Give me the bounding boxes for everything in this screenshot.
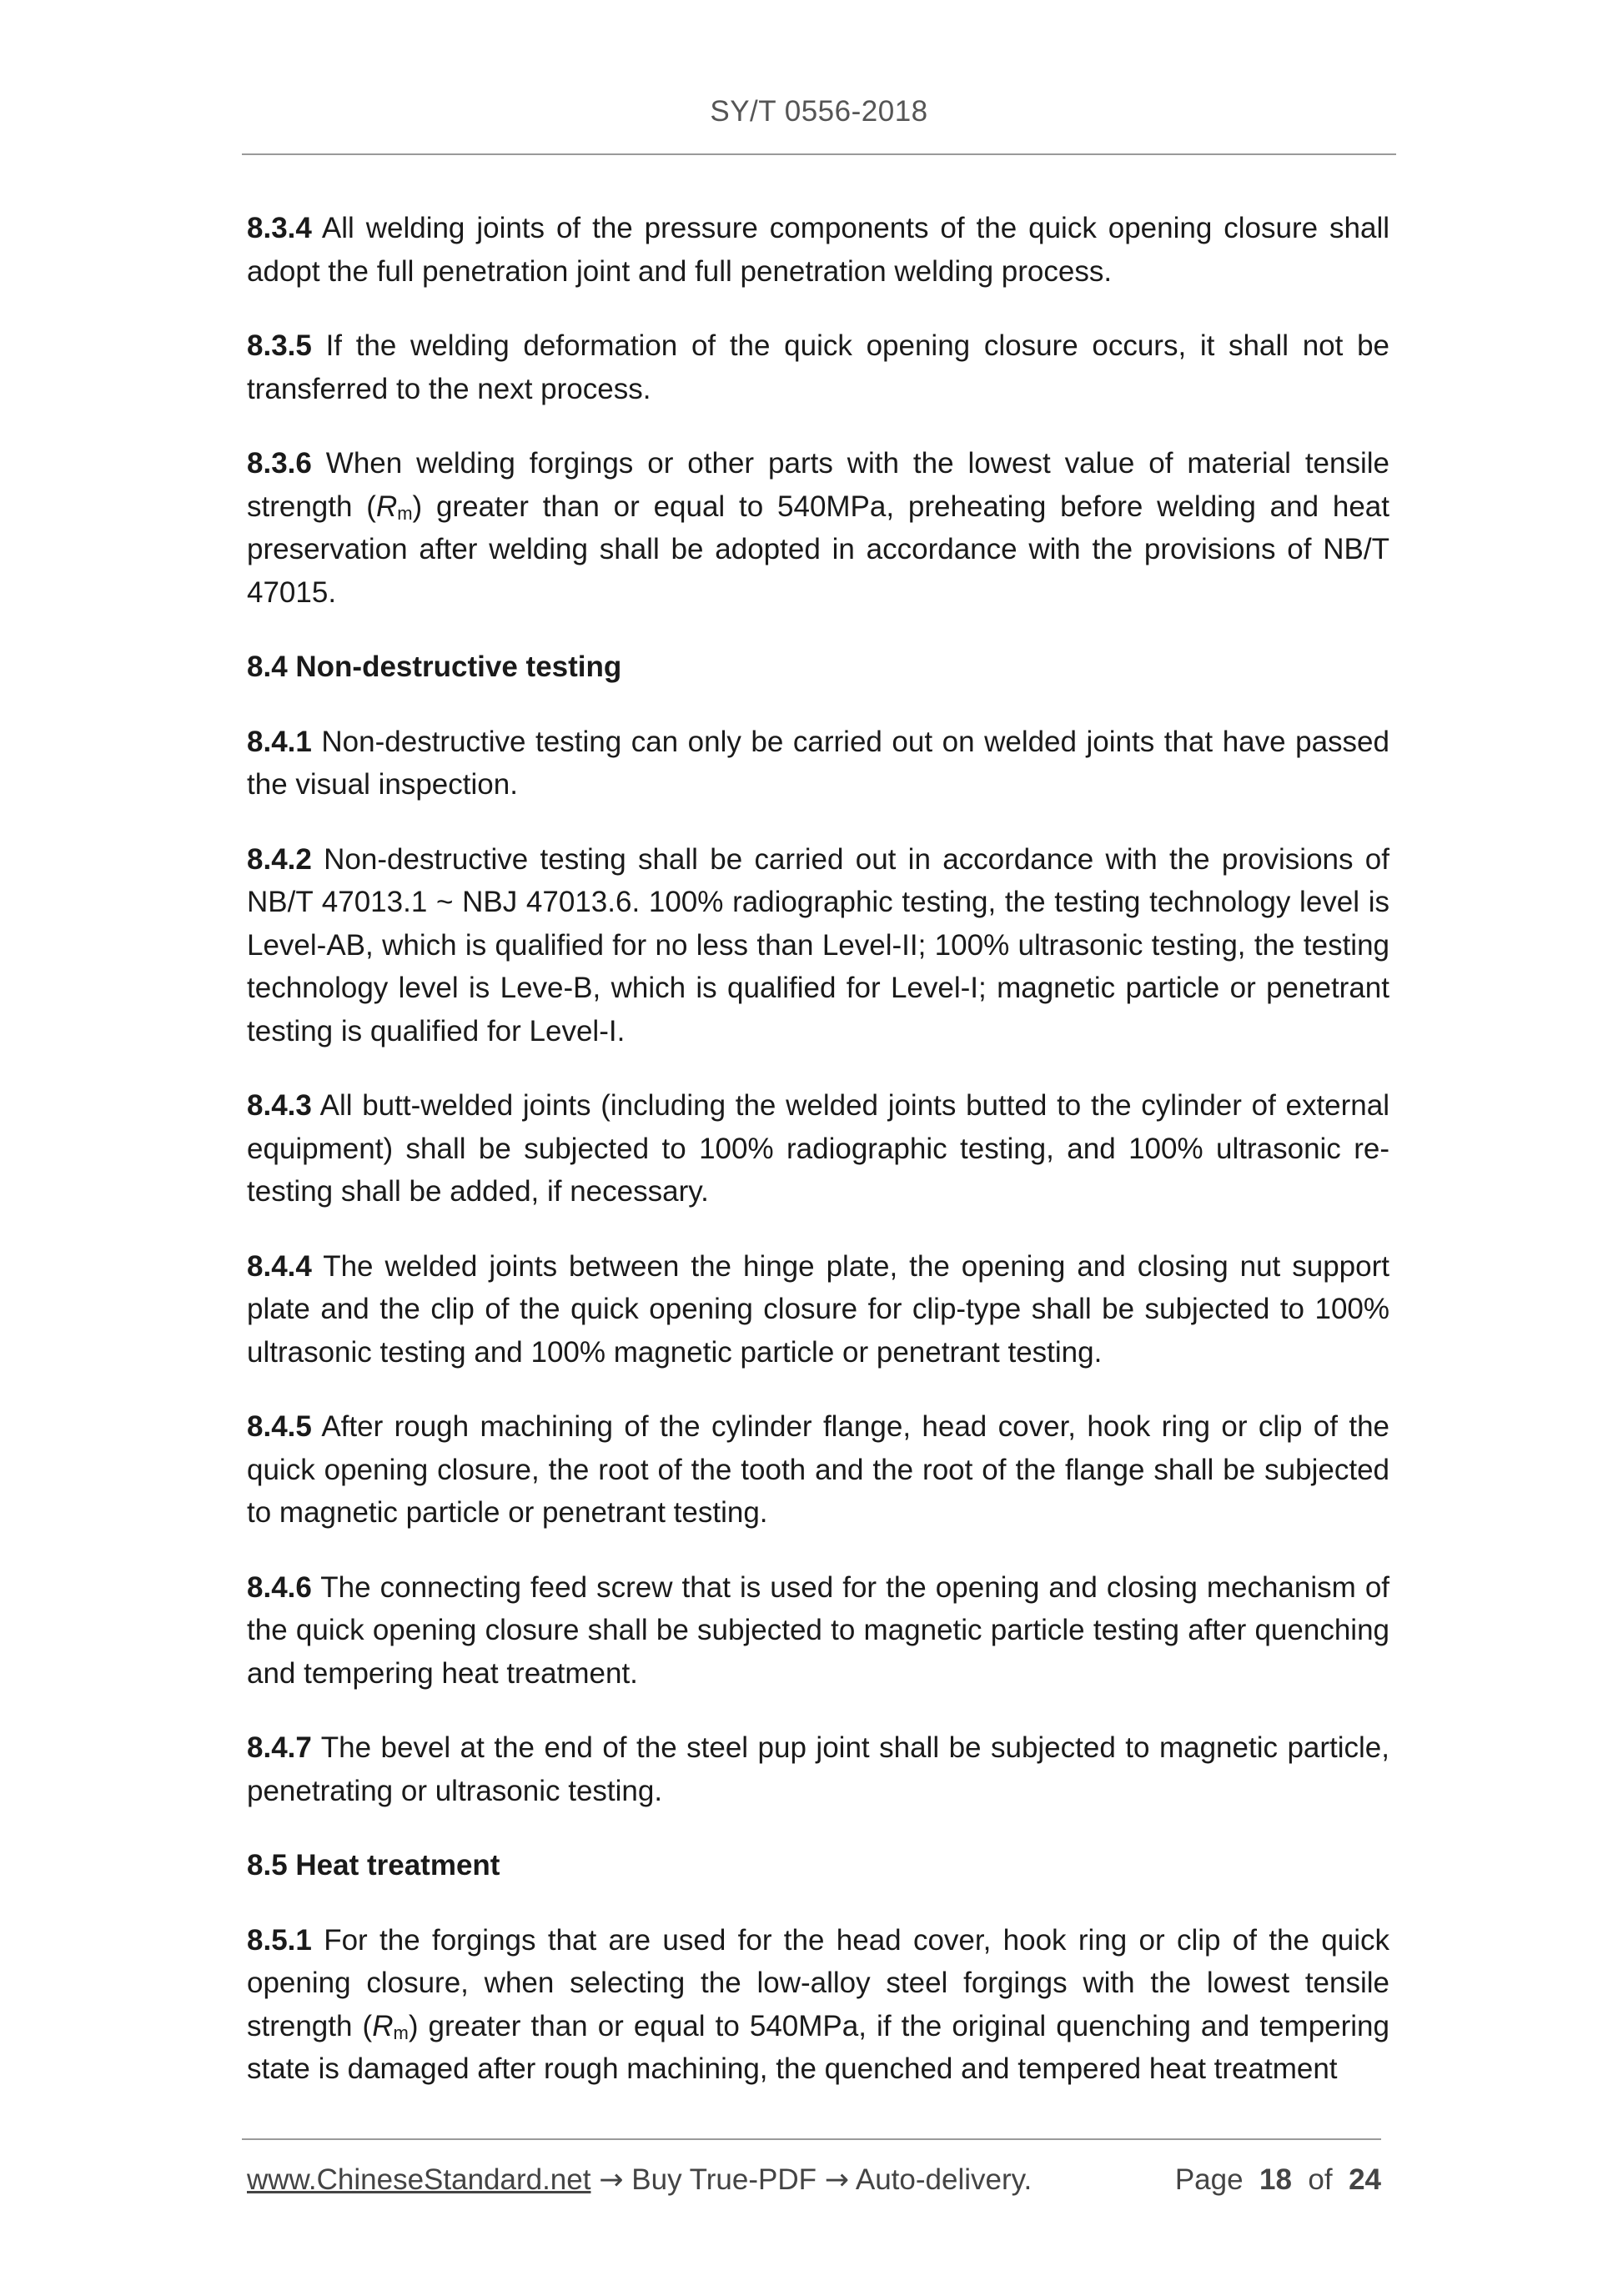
clause-number: 8.4.4 (247, 1249, 312, 1283)
clause-number: 8.3.5 (247, 329, 312, 362)
auto-delivery-text: Auto-delivery. (855, 2163, 1033, 2196)
clause-8-4-6 (247, 1566, 1389, 1696)
clause-8-3-6 (247, 442, 1389, 614)
header-divider (242, 153, 1396, 155)
clause-8-4-5 (247, 1405, 1389, 1535)
symbol-r: R (375, 490, 398, 523)
clause-text-cont: ) greater than or equal to 540MPa, if the original quenching and tempering state is damaged after rough machining, the quenched and tempered heat treatment (247, 2009, 1389, 2085)
clause-number: 8.4.5 (247, 1410, 312, 1443)
clause-8-4-4 (247, 1245, 1389, 1374)
clause-8-5-1 (247, 1919, 1389, 2091)
page-indicator (1175, 2163, 1381, 2197)
clause-text: The bevel at the end of the steel pup joint shall be subjected to magnetic particle, penetrating or ultrasonic testing. (247, 1731, 1390, 1807)
clause-text: All butt-welded joints (including the welded joints butted to the cylinder of external equipment) shall be subjected to 100% radiographic testing, and 100% ultrasonic re-testing shall be added, if necessary. (247, 1089, 1389, 1208)
clause-text: Non-destructive testing shall be carried out in accordance with the provisions of NB/T 47013.1 ~ NBJ 47013.6. 100% radiographic testing, the testing technology level is Level-AB, which is qualified for no less than Level-II; 100% ultrasonic testing, the testing technology level is Leve-B, which is qualified for Level-I; magnetic particle or penetrant testing is qualified for Level-I. (247, 842, 1389, 1048)
clause-text: For the forgings that are used for the head cover, hook ring or clip of the quick opening closure, when selecting the low-alloy steel forgings with the lowest tensile strength ( (247, 1923, 1389, 2042)
clause-text-cont: ) greater than or equal to 540MPa, preheating before welding and heat preservation after welding shall be adopted in accordance with the provisions of NB/T 47015. (247, 490, 1389, 609)
clause-text: When welding forgings or other parts with the lowest value of material tensile strength ( (247, 447, 1389, 523)
clause-8-4-3 (247, 1084, 1389, 1213)
clause-number: 8.4.1 (247, 725, 312, 758)
symbol-r: R (372, 2009, 394, 2042)
clause-number: 8.3.6 (247, 447, 312, 480)
document-body (247, 207, 1389, 2123)
clause-8-3-5 (247, 324, 1389, 410)
clause-number: 8.4.3 (247, 1089, 312, 1122)
page-of-label: of (1308, 2163, 1333, 2196)
clause-8-3-4 (247, 207, 1389, 293)
clause-number: 8.4.2 (247, 842, 312, 876)
clause-text: If the welding deformation of the quick opening closure occurs, it shall not be transferred to the next process. (247, 329, 1389, 405)
page-footer (247, 2163, 1381, 2197)
clause-8-4-7 (247, 1726, 1389, 1812)
buy-true-pdf-text: Buy True-PDF (631, 2163, 817, 2196)
clause-text: Non-destructive testing can only be carried out on welded joints that have passed the visual inspection. (247, 725, 1389, 801)
clause-text: After rough machining of the cylinder flange, head cover, hook ring or clip of the quick opening closure, the root of the tooth and the root of the flange shall be subjected to magnetic particle or penetrant testing. (247, 1410, 1389, 1529)
footer-divider (242, 2138, 1381, 2140)
document-id-header: SY/T 0556-2018 (710, 95, 928, 128)
clause-8-4-1 (247, 721, 1389, 806)
clause-number: 8.4.7 (247, 1731, 312, 1764)
page-current: 18 (1259, 2163, 1292, 2196)
clause-text: All welding joints of the pressure components of the quick opening closure shall adopt the full penetration joint and full penetration welding process. (247, 212, 1389, 288)
website-link[interactable]: www.ChineseStandard.net (247, 2163, 591, 2196)
clause-8-4-2 (247, 838, 1389, 1053)
clause-number: 8.5.1 (247, 1923, 312, 1957)
page-total: 24 (1349, 2163, 1381, 2196)
clause-text: The connecting feed screw that is used for the opening and closing mechanism of the quick opening closure shall be subjected to magnetic particle testing after quenching and tempering heat treatment. (247, 1570, 1390, 1690)
arrow-right-icon: → (599, 2163, 624, 2197)
clause-number: 8.3.4 (247, 212, 312, 244)
section-heading-8-4: 8.4 Non-destructive testing (247, 651, 622, 683)
clause-number: 8.4.6 (247, 1570, 312, 1604)
symbol-subscript: m (393, 2022, 409, 2043)
page-label: Page (1174, 2163, 1244, 2196)
clause-text: The welded joints between the hinge plate, the opening and closing nut support plate and the clip of the quick opening closure for clip-type shall be subjected to 100% ultrasonic testing and 100% magnetic particle or penetrant testing. (247, 1249, 1389, 1369)
symbol-subscript: m (397, 502, 413, 524)
arrow-right-icon: → (824, 2163, 850, 2197)
section-heading-8-5: 8.5 Heat treatment (247, 1849, 500, 1882)
